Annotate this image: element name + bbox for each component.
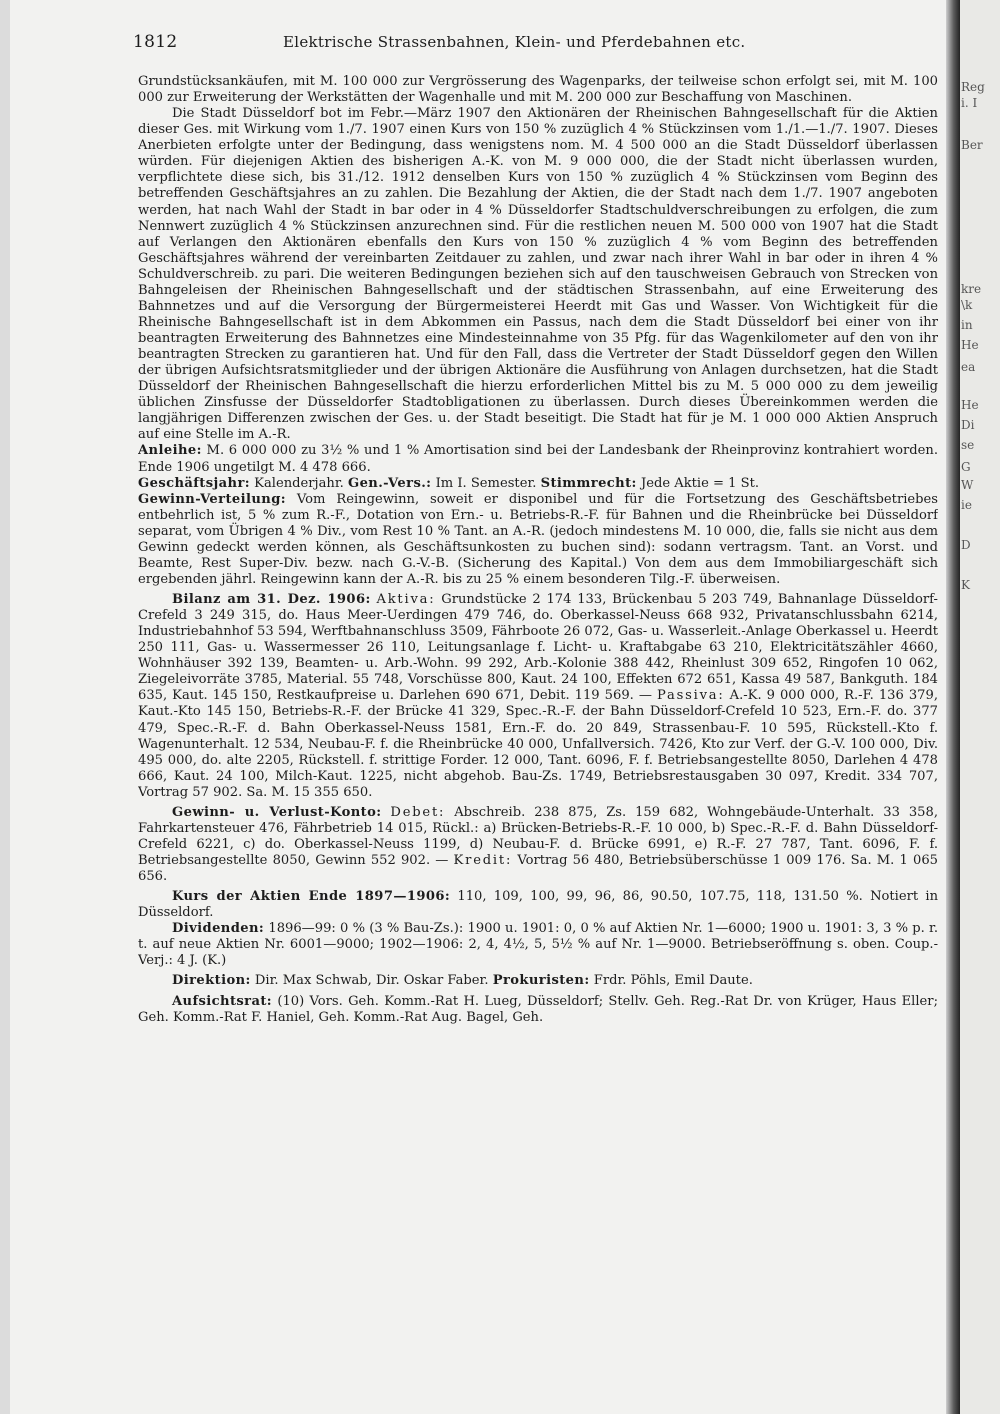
neighbor-fragment: Di [961,418,975,432]
anleihe-label: Anleihe: [138,443,202,459]
prokuristen-label: Prokuristen: [492,973,590,989]
neighbor-fragment: He [961,338,979,352]
paragraph-capital-use: Grundstücksankäufen, mit M. 100 000 zur Vergrösserung des Wagenparks, der teilweise schon erfolgt sei, mit M. 100 000 zur Erweiterung der Werkstätten der Wagenhalle und mit M. 200 000 zur Beschaffung von Maschinen. [138,74,938,106]
text-body [138,74,938,1394]
gewinn-verteilung-label: Gewinn-Verteilung: [138,491,287,507]
running-title: Elektrische Strassenbahnen, Klein- und Pferdebahnen etc. [283,33,746,51]
dividenden-text: 1896—99: 0 % (3 % Bau-Zs.): 1900 u. 1901: 0, 0 % auf Aktien Nr. 1—6000; 1900 u. 1901: 3, 3 % p. r. t. auf neue Aktien Nr. 6001—9000; 1902—1906: 2, 4, 4½, 5, 5½ % auf Nr. 1—9000. Betriebseröffnung s. oben. Coup.-Verj.: 4 J. (K.) [138,921,938,969]
aktiva-text: Grundstücke 2 174 133, Brückenbau 5 203 749, Bahnanlage Düsseldorf-Crefeld 3 249 315, do. Haus Meer-Uerdingen 479 746, do. Oberkassel-Neuss 668 932, Privatanschlussbahn 6214, Industriebahnhof 53 594, Werftbahnanschluss 3509, Fährboote 26 072, Gas- u. Wasserleit.-Anlage Oberkassel u. Heerdt 250 111, Gas- u. Wassermesser 26 110, Leitungsanlage f. Licht- u. Kraftabgabe 63 210, Elektricitätszähler 4660, Wohnhäuser 392 139, Beamten- u. Arb.-Wohn. 99 292, Arb.-Kolonie 388 442, Rheinlust 309 652, Ringofen 10 062, Ziegeleivorräte 3785, Material. 55 748, Vorschüsse 800, Kaut. 24 100, Effekten 672 651, Kassa 49 587, Bankguth. 184 635, Kaut. 145 150, Restkaufpreise u. Darlehen 690 671, Debit. 119 569. — [138,592,938,704]
guv-label: Gewinn- u. Verlust-Konto: [172,804,382,820]
paragraph-city-offer: Die Stadt Düsseldorf bot im Febr.—März 1907 den Aktionären der Rheinischen Bahngesellschaft für die Aktien dieser Ges. mit Wirkung vom 1./7. 1907 einen Kurs von 150 % zuzüglich 4 % Stückzinsen vom 1./1.—1./7. 1907. Dieses Anerbieten erfolgte unter der Bedingung, dass wenigstens nom. M. 4 500 000 an die Stadt Düsseldorf überlassen würden. Für diejenigen Aktien des bisherigen A.-K. von M. 9 000 000, die der Stadt nicht überlassen wurden, verpflichtete diese sich, bis 31./12. 1912 denselben Kurs von 150 % zuzüglich 4 % Stückzinsen vom Beginn des betreffenden Geschäftsjahres an zu zahlen. Die Bezahlung der Aktien, die der Stadt nach dem 1./7. 1907 angeboten werden, hat nach Wahl der Stadt in bar oder in 4 % Düsseldorfer Stadtschuldverschreibungen zu erfolgen, die zum Nennwert zuzüglich 4 % Stückzinsen anzurechnen sind. Für die restlichen neuen M. 500 000 von 1907 hat die Stadt auf Verlangen den Aktionären ebenfalls den Kurs von 150 % zuzüglich 4 % vom Beginn des betreffenden Geschäftsjahres während der vereinbarten Zeitdauer zu zahlen, und zwar nach ihrer Wahl in bar oder in ihren 4 % Schuldverschreib. zu pari. Die weiteren Bedingungen beziehen sich auf den tauschweisen Gebrauch von Strecken von Bahngeleisen der Rheinischen Bahngesellschaft und der städtischen Strassenbahn, auf eine Erweiterung des Bahnnetzes und auf die Versorgung der Bürgermeisterei Heerdt mit Gas und Wasser. Von Wichtigkeit für die Rheinische Bahngesellschaft ist in dem Abkommen ein Passus, nach dem die Stadt Düsseldorf bei einer von ihr beantragten Erweiterung des Bahnnetzes eine Mindesteinnahme von 35 Pfg. für das Wagenkilometer auf den von ihr beantragten Strecken zu garantieren hat. Und für den Fall, dass die Vertreter der Stadt Düsseldorf gegen den Willen der übrigen Aufsichtsratsmitglieder und der übrigen Aktionäre die Ausführung von Anlagen durchsetzen, hat die Stadt Düsseldorf der Rheinischen Bahngesellschaft die hierzu erforderlichen Mittel bis zu M. 5 000 000 zu dem jeweilig üblichen Zinsfusse der Düsseldorfer Stadtobligationen zu überlassen. Durch dieses Übereinkommen werden die langjährigen Differenzen zwischen der Ges. u. der Stadt beseitigt. Die Stadt hat für je M. 1 000 000 Aktien Anspruch auf eine Stelle im A.-R. [138,106,938,443]
neighbor-fragment: Reg [961,80,985,94]
running-header [133,32,933,56]
aufsichtsrat-label: Aufsichtsrat: [172,993,273,1009]
neighbor-fragment: se [961,438,975,452]
neighbor-fragment: kre [961,282,982,296]
kurs-text: 110, 109, 100, 99, 96, 86, 90.50, 107.75, 118, 131.50 %. Notiert in Düsseldorf. [138,889,938,921]
anleihe-text: M. 6 000 000 zu 3½ % und 1 % Amortisation sind bei der Landesbank der Rheinprovinz kontrahiert worden. Ende 1906 ungetilgt M. 4 478 666. [138,443,938,475]
direktion-text: Dir. Max Schwab, Dir. Oskar Faber. [254,973,489,989]
neighbor-fragment: G [961,460,971,474]
section-dividenden [138,921,938,969]
neighbor-fragment: Ber [961,138,983,152]
neighbor-fragment: in [961,318,973,332]
neighbor-page-edge [960,0,1000,1414]
neighbor-fragment: ie [961,498,972,512]
debet-text: Abschreib. 238 875, Zs. 159 682, Wohngebäude-Unterhalt. 33 358, Fahrkartensteuer 476, Fährbetrieb 14 015, Rückl.: a) Brücken-Betriebs-R.-F. 10 000, b) Spec.-R.-F. d. Bahn Düsseldorf-Crefeld 6221, c) do. Oberkassel-Neuss 1199, d) Neubau-F. d. Brücke 6991, e) R.-F. 27 787, Tant. 6096, F. f. Betriebsangestellte 8050, Gewinn 552 902. — [138,804,938,868]
direktion-label: Direktion: [172,973,251,989]
neighbor-fragment: \k [961,298,973,312]
aufsichtsrat-text: (10) Vors. Geh. Komm.-Rat H. Lueg, Düsseldorf; Stellv. Geh. Reg.-Rat Dr. von Krüger, Haus Eller; Geh. Komm.-Rat F. Haniel, Geh. Komm.-Rat Aug. Bagel, Geh. [138,993,938,1025]
prokuristen-text: Frdr. Pöhls, Emil Daute. [593,973,753,989]
stimmrecht-label: Stimmrecht: [540,475,637,491]
document-page [10,0,946,1414]
kurs-label: Kurs der Aktien Ende 1897—1906: [172,889,451,905]
gen-vers-label: Gen.-Vers.: [347,475,432,491]
dividenden-label: Dividenden: [172,921,265,937]
neighbor-fragment: i. I [961,96,978,110]
neighbor-fragment: ea [961,360,976,374]
section-geschaeftsjahr [138,476,938,492]
geschaeftsjahr-label: Geschäftsjahr: [138,475,250,491]
book-gutter [946,0,960,1414]
section-anleihe [138,443,938,475]
bilanz-label: Bilanz am 31. Dez. 1906: [172,592,371,607]
section-guv [138,805,938,885]
gewinn-verteilung-text: Vom Reingewinn, soweit er disponibel und für die Fortsetzung des Geschäftsbetriebes entbehrlich ist, 5 % zum R.-F., Dotation von Ern.- u. Betriebs-R.-F. für Bahnen und die Rheinbrücke bei Düsseldorf separat, vom Übrigen 4 % Div., vom Rest 10 % Tant. an A.-R. (jedoch mindestens M. 10 000, die, falls sie nicht aus dem Gewinn gedeckt werden können, als Geschäftsunkosten zu buchen sind): sodann vertragsm. Tant. an Vorst. und Beamte, Rest Super-Div. bezw. nach G.-V.-B. (Sicherung des Kapital.) Von dem aus dem Immobiliargeschäft sich ergebenden jährl. Reingewinn kann der A.-R. bis zu 25 % einem besonderen Tilg.-F. überweisen. [138,491,938,587]
page-number: 1812 [133,32,178,52]
aktiva-label: Aktiva: [376,592,436,607]
kredit-label: Kredit: [453,853,513,868]
passiva-label: Passiva: [656,688,725,704]
debet-label: Debet: [390,804,446,820]
section-bilanz [138,592,938,801]
section-kurs [138,889,938,921]
section-direktion [138,973,938,989]
section-aufsichtsrat [138,994,938,1026]
neighbor-fragment: W [961,478,974,492]
stimmrecht-text: Jede Aktie = 1 St. [640,475,760,491]
passiva-text: A.-K. 9 000 000, R.-F. 136 379, Kaut.-Kto 145 150, Betriebs-R.-F. der Brücke 41 329, Spec.-R.-F. der Bahn Düsseldorf-Crefeld 10 523, Ern.-F. do. 377 479, Spec.-R.-F. d. Bahn Oberkassel-Neuss 1581, Ern.-F. do. 20 849, Strassenbau-F. 10 595, Rückstell.-Kto f. Wagenunterhalt. 12 534, Neubau-F. f. die Rheinbrücke 40 000, Unfallversich. 7426, Kto zur Verf. der G.-V. 100 000, Div. 495 000, do. alte 2205, Rückstell. f. strittige Forder. 12 000, Tant. 6096, F. f. Betriebsangestellte 8050, Darlehen 4 478 666, Kaut. 24 100, Milch-Kaut. 1225, nicht abgehob. Bau-Zs. 1749, Betriebsrestausgaben 30 097, Kredit. 334 707, Vortrag 57 902. Sa. M. 15 355 650. [138,688,938,800]
gen-vers-text: Im I. Semester. [435,475,537,491]
geschaeftsjahr-text: Kalenderjahr. [254,475,344,491]
neighbor-fragment: He [961,398,979,412]
section-gewinn-verteilung [138,492,938,588]
neighbor-fragment: K [961,578,970,592]
neighbor-fragment: D [961,538,971,552]
kredit-text: Vortrag 56 480, Betriebsüberschüsse 1 009 176. Sa. M. 1 065 656. [138,853,938,885]
